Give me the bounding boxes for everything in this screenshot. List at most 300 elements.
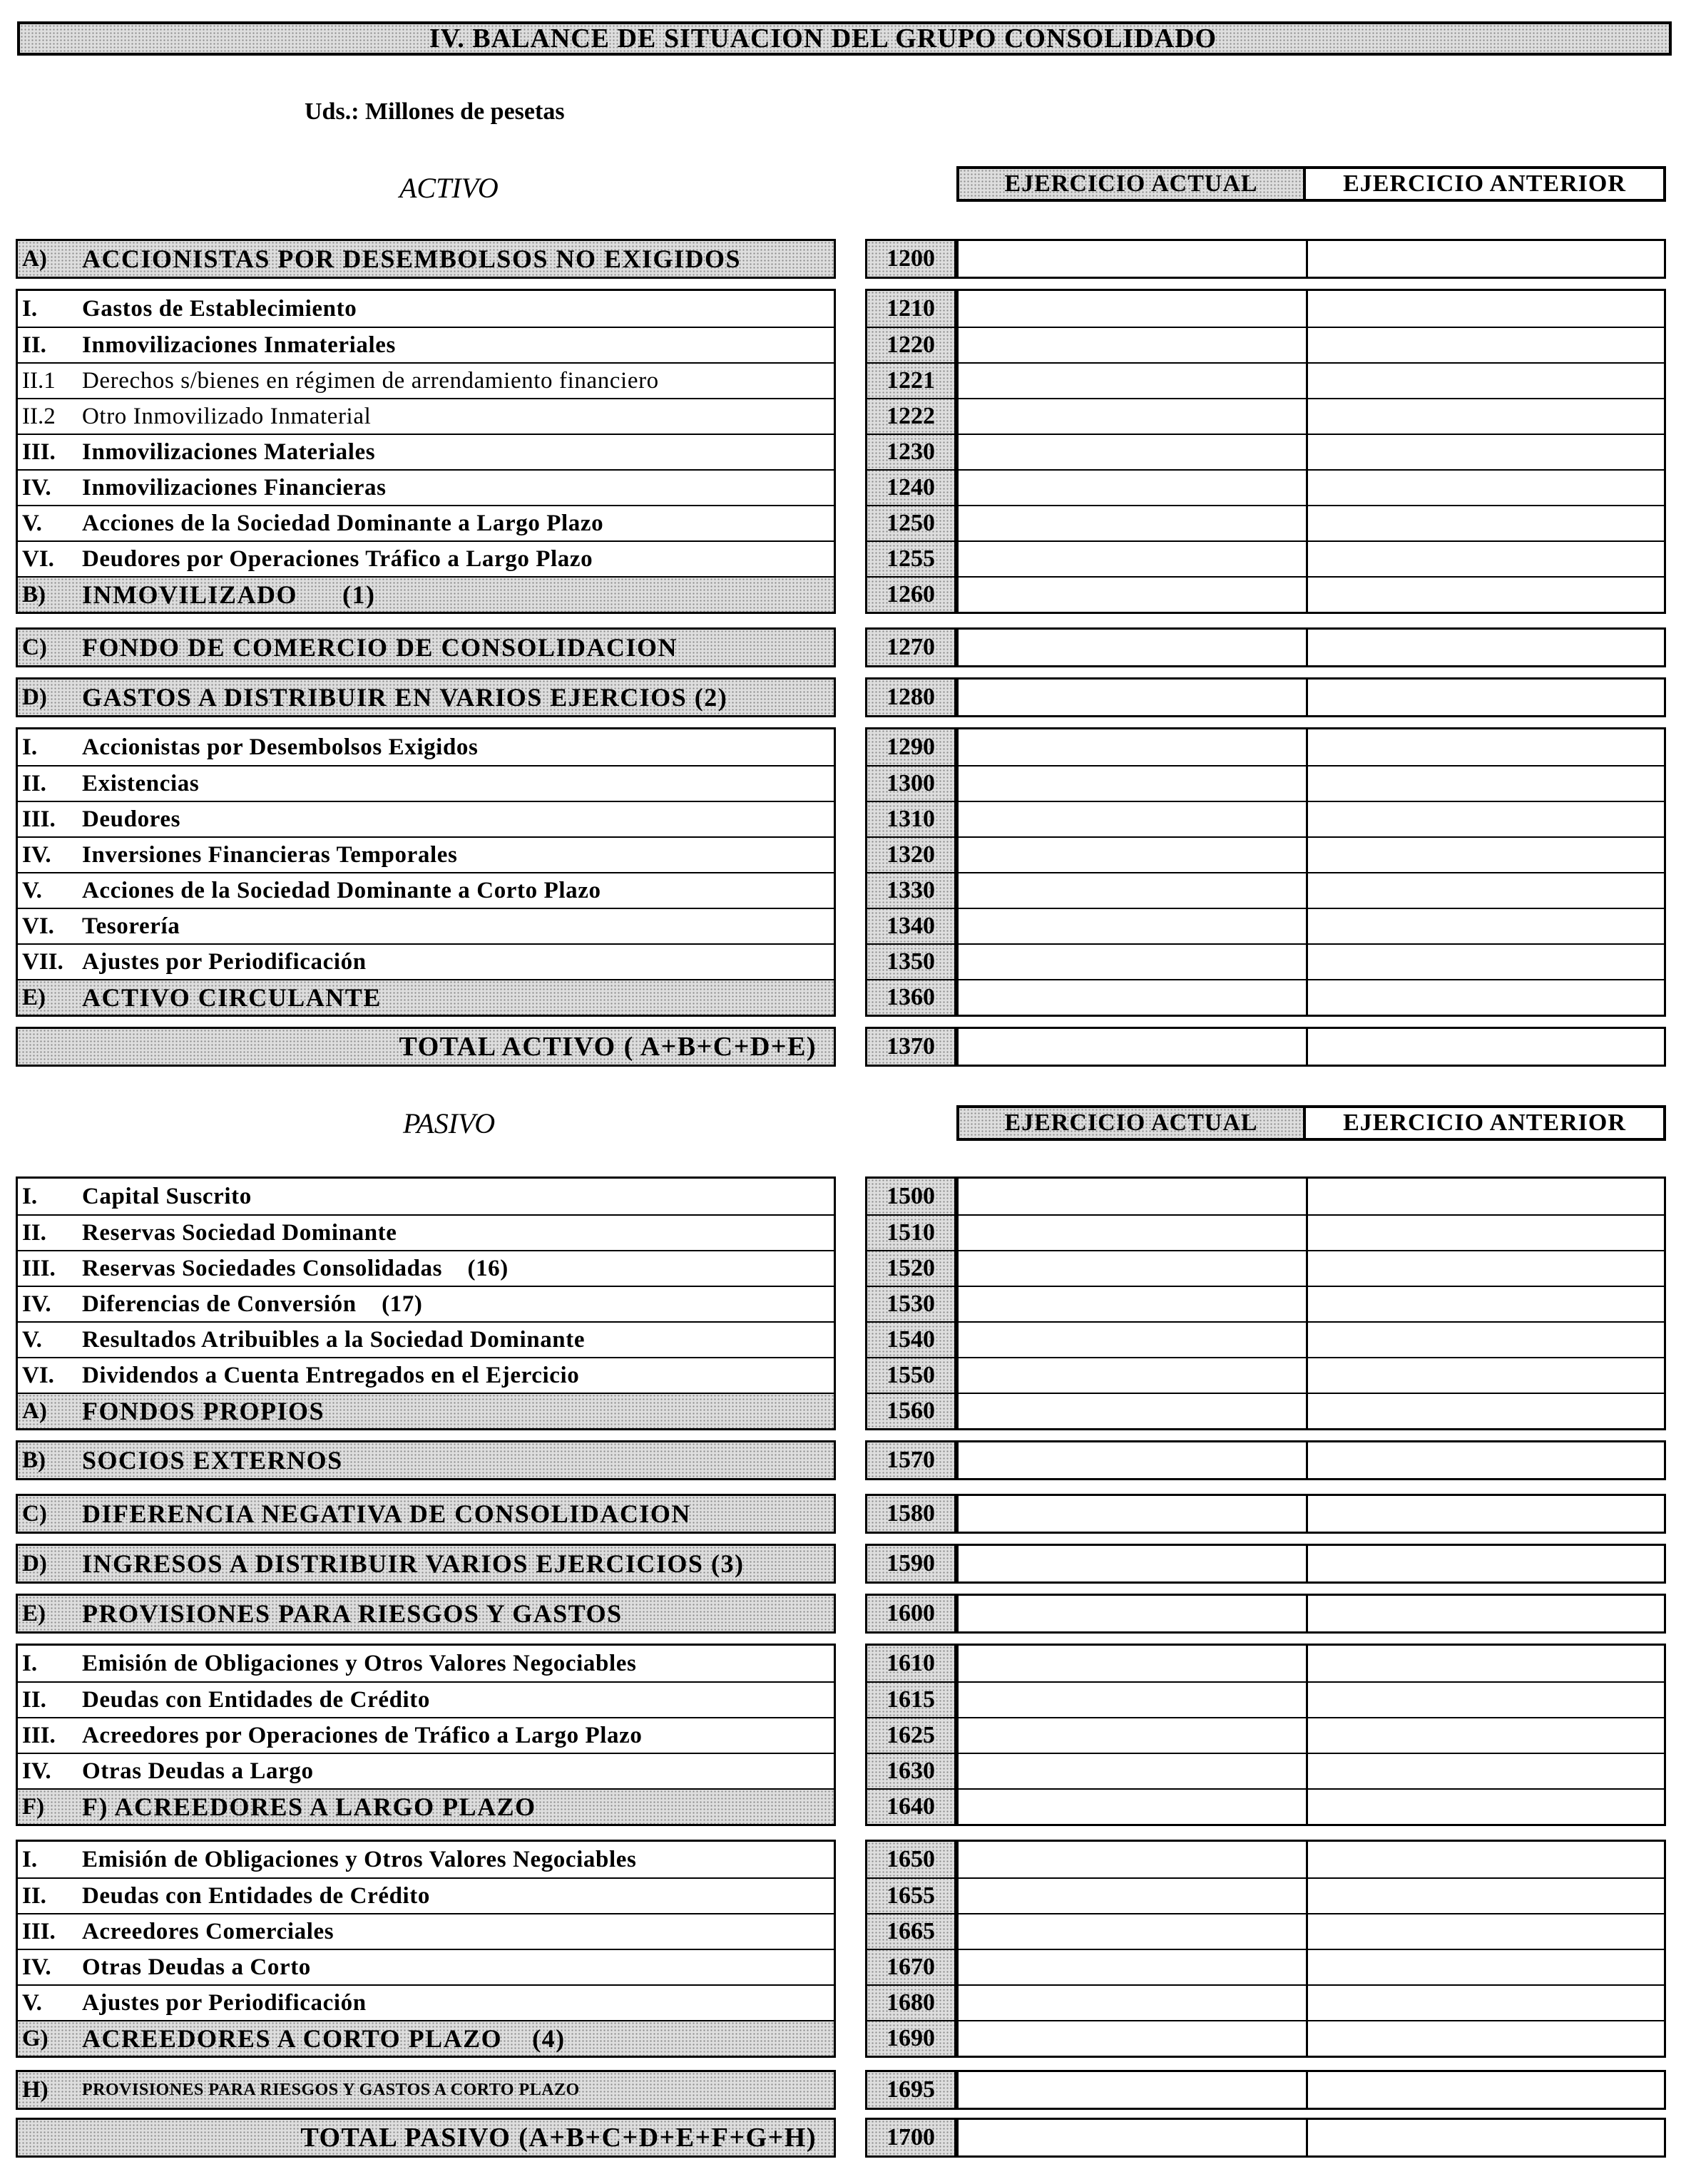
row-number: G): [22, 2025, 48, 2051]
previous-year-cell[interactable]: [1308, 1216, 1664, 1250]
value-row: [959, 908, 1664, 943]
value-row: [959, 1250, 1664, 1286]
value-row: [959, 1496, 1664, 1532]
activo-group-codes: [865, 1027, 956, 1067]
row-label: Emisión de Obligaciones y Otros Valores Negociables: [82, 1650, 637, 1676]
current-year-cell[interactable]: [959, 506, 1308, 540]
value-row: [959, 1357, 1664, 1393]
row-number: I.: [22, 1183, 38, 1209]
row-number: II.: [22, 332, 46, 358]
balance-row: [18, 872, 834, 908]
balance-row: [18, 1029, 834, 1065]
pasivo-col-current: EJERCICIO ACTUAL: [956, 1105, 1306, 1141]
row-code: 1615: [867, 1681, 954, 1717]
current-year-cell[interactable]: [959, 328, 1308, 362]
previous-year-cell[interactable]: [1308, 2120, 1664, 2155]
row-code: 1695: [887, 2076, 935, 2103]
current-year-cell[interactable]: [959, 1323, 1308, 1357]
row-number: C): [22, 634, 47, 660]
current-year-cell[interactable]: [959, 1287, 1308, 1321]
previous-year-cell[interactable]: [1308, 1950, 1664, 1984]
row-number: III.: [22, 1918, 56, 1944]
pasivo-group-values: [956, 1594, 1666, 1634]
value-row: [959, 1286, 1664, 1321]
row-label: F) ACREEDORES A LARGO PLAZO: [82, 1793, 536, 1821]
value-row: [959, 576, 1664, 612]
current-year-cell[interactable]: [959, 542, 1308, 576]
previous-year-cell[interactable]: [1308, 729, 1664, 765]
row-label: Inversiones Financieras Temporales: [82, 841, 458, 868]
current-year-cell[interactable]: [959, 980, 1308, 1015]
previous-year-cell[interactable]: [1308, 802, 1664, 836]
current-year-cell[interactable]: [959, 1718, 1308, 1753]
balance-row: [18, 1442, 834, 1478]
value-row: [959, 1753, 1664, 1788]
row-code: 1540: [867, 1321, 954, 1357]
current-year-cell[interactable]: [959, 767, 1308, 801]
pasivo-group-codes: [865, 2070, 956, 2110]
previous-year-cell[interactable]: [1308, 1546, 1664, 1581]
pasivo-group-labels: [16, 1544, 836, 1584]
previous-year-cell[interactable]: [1308, 630, 1664, 665]
row-code: 1500: [887, 1183, 935, 1209]
pasivo-heading: PASIVO: [403, 1107, 496, 1139]
balance-row: [18, 943, 834, 979]
activo-group-values: [956, 1027, 1666, 1067]
balance-row: [18, 1596, 834, 1631]
value-row: [959, 1442, 1664, 1478]
value-row: [959, 872, 1664, 908]
value-row: [959, 1214, 1664, 1250]
row-code: 1290: [887, 734, 935, 760]
balance-row: [18, 1546, 834, 1581]
row-code: 1670: [867, 1949, 954, 1984]
current-year-cell[interactable]: [959, 802, 1308, 836]
balance-row: [18, 241, 834, 277]
pasivo-group-codes: [865, 1176, 956, 1430]
value-row: [959, 1546, 1664, 1581]
current-year-cell[interactable]: [959, 1683, 1308, 1717]
pasivo-group-values: [956, 1644, 1666, 1826]
row-code: 1590: [887, 1550, 935, 1577]
value-row: [959, 836, 1664, 872]
row-label: Accionistas por Desembolsos Exigidos: [82, 734, 479, 760]
row-number: II.2: [22, 403, 56, 429]
previous-year-cell[interactable]: [1308, 542, 1664, 576]
balance-row: [18, 1842, 834, 1877]
row-code: 1640: [867, 1788, 954, 1824]
balance-row: [18, 2120, 834, 2155]
row-number: II.: [22, 1686, 46, 1713]
value-row: [959, 2072, 1664, 2108]
previous-year-cell[interactable]: [1308, 506, 1664, 540]
row-label: Capital Suscrito: [82, 1183, 252, 1209]
current-year-cell[interactable]: [959, 1496, 1308, 1532]
value-row: [959, 1646, 1664, 1681]
balance-row: [18, 2072, 834, 2108]
row-label: INGRESOS A DISTRIBUIR VARIOS EJERCICIOS (3): [82, 1549, 745, 1578]
value-row: [959, 729, 1664, 765]
row-code: 1280: [887, 684, 935, 710]
row-code: 1650: [887, 1846, 935, 1872]
row-code: 1700: [887, 2124, 935, 2150]
row-number: V.: [22, 1989, 42, 2016]
current-year-cell[interactable]: [959, 1179, 1308, 1214]
row-label: Deudas con Entidades de Crédito: [82, 1686, 430, 1713]
current-year-cell[interactable]: [959, 1251, 1308, 1286]
row-label: Ajustes por Periodificación: [82, 1989, 367, 2016]
previous-year-cell[interactable]: [1308, 945, 1664, 979]
value-row: [959, 1717, 1664, 1753]
previous-year-cell[interactable]: [1308, 241, 1664, 277]
current-year-cell[interactable]: [959, 1842, 1308, 1877]
previous-year-cell[interactable]: [1308, 1323, 1664, 1357]
current-year-cell[interactable]: [959, 838, 1308, 872]
pasivo-group-values: [956, 2118, 1666, 2158]
pasivo-group-labels: [16, 1440, 836, 1480]
previous-year-cell[interactable]: [1308, 767, 1664, 801]
previous-year-cell[interactable]: [1308, 578, 1664, 612]
row-code: 1600: [887, 1600, 935, 1626]
report-title-bar: [17, 21, 1672, 56]
previous-year-cell[interactable]: [1308, 1754, 1664, 1788]
row-code: 1260: [867, 576, 954, 612]
previous-year-cell[interactable]: [1308, 1646, 1664, 1681]
previous-year-cell[interactable]: [1308, 1842, 1664, 1877]
value-row: [959, 765, 1664, 801]
value-row: [959, 1877, 1664, 1913]
previous-year-cell[interactable]: [1308, 873, 1664, 908]
row-code: 1690: [867, 2020, 954, 2056]
current-year-cell[interactable]: [959, 873, 1308, 908]
row-code: 1200: [887, 245, 935, 272]
balance-row: [18, 469, 834, 505]
row-code: 1560: [867, 1393, 954, 1428]
balance-row: [18, 1214, 834, 1250]
balance-row: [18, 291, 834, 327]
row-label: Gastos de Establecimiento: [82, 295, 357, 322]
balance-row: [18, 1393, 834, 1428]
current-year-cell[interactable]: [959, 2021, 1308, 2056]
balance-row: [18, 836, 834, 872]
row-number: H): [22, 2076, 48, 2103]
value-row: [959, 241, 1664, 277]
row-label: Deudores por Operaciones Tráfico a Largo Plazo: [82, 545, 593, 572]
row-code: 1360: [867, 979, 954, 1015]
row-code: 1510: [867, 1214, 954, 1250]
activo-group-codes: [865, 289, 956, 614]
previous-year-cell[interactable]: [1308, 291, 1664, 327]
previous-year-cell[interactable]: [1308, 2072, 1664, 2108]
pasivo-group-codes: [865, 1544, 956, 1584]
row-code: 1370: [887, 1033, 935, 1060]
pasivo-group-labels: [16, 1644, 836, 1826]
previous-year-cell[interactable]: [1308, 399, 1664, 434]
row-number: C): [22, 1500, 47, 1527]
activo-heading: ACTIVO: [399, 172, 499, 204]
previous-year-cell[interactable]: [1308, 1179, 1664, 1214]
previous-year-cell[interactable]: [1308, 1986, 1664, 2020]
current-year-cell[interactable]: [959, 2072, 1308, 2108]
row-label: ACCIONISTAS POR DESEMBOLSOS NO EXIGIDOS: [82, 245, 742, 273]
row-label: Deudores: [82, 806, 181, 832]
current-year-cell[interactable]: [959, 945, 1308, 979]
current-year-cell[interactable]: [959, 291, 1308, 327]
row-label: Acreedores Comerciales: [82, 1918, 334, 1944]
value-row: [959, 1681, 1664, 1717]
previous-year-cell[interactable]: [1308, 980, 1664, 1015]
previous-year-cell[interactable]: [1308, 909, 1664, 943]
previous-year-cell[interactable]: [1308, 471, 1664, 505]
current-year-cell[interactable]: [959, 1394, 1308, 1428]
row-number: E): [22, 984, 46, 1010]
activo-group-codes: [865, 239, 956, 279]
previous-year-cell[interactable]: [1308, 1442, 1664, 1478]
row-label: Inmovilizaciones Inmateriales: [82, 332, 396, 358]
row-label: Emisión de Obligaciones y Otros Valores Negociables: [82, 1846, 637, 1872]
row-number: II.: [22, 770, 46, 796]
value-row: [959, 469, 1664, 505]
row-code: 1300: [867, 765, 954, 801]
row-number: II.: [22, 1219, 46, 1246]
current-year-cell[interactable]: [959, 1358, 1308, 1393]
row-number: V.: [22, 1326, 42, 1353]
value-row: [959, 327, 1664, 362]
current-year-cell[interactable]: [959, 1986, 1308, 2020]
current-year-cell[interactable]: [959, 1879, 1308, 1913]
pasivo-group-codes: [865, 1594, 956, 1634]
value-row: [959, 1029, 1664, 1065]
row-number: V.: [22, 877, 42, 903]
activo-group-values: [956, 239, 1666, 279]
row-code: 1625: [867, 1717, 954, 1753]
row-code: 1550: [867, 1357, 954, 1393]
activo-group-labels: [16, 289, 836, 614]
row-code: 1340: [867, 908, 954, 943]
row-code: 1210: [887, 295, 935, 322]
balance-row: [18, 1788, 834, 1824]
previous-year-cell[interactable]: [1308, 364, 1664, 398]
row-label: Inmovilizaciones Materiales: [82, 439, 376, 465]
row-code: 1520: [867, 1250, 954, 1286]
value-row: [959, 2120, 1664, 2155]
row-number: VII.: [22, 948, 63, 975]
balance-row: [18, 630, 834, 665]
current-year-cell[interactable]: [959, 241, 1308, 277]
row-number: IV.: [22, 474, 51, 501]
row-label: Acreedores por Operaciones de Tráfico a Largo Plazo: [82, 1722, 643, 1748]
pasivo-group-values: [956, 1440, 1666, 1480]
previous-year-cell[interactable]: [1308, 1683, 1664, 1717]
current-year-cell[interactable]: [959, 1546, 1308, 1581]
pasivo-group-codes: [865, 1494, 956, 1534]
value-row: [959, 398, 1664, 434]
report-title: IV. BALANCE DE SITUACION DEL GRUPO CONSOLIDADO: [429, 24, 1217, 53]
current-year-cell[interactable]: [959, 1596, 1308, 1631]
pasivo-group-codes: [865, 2118, 956, 2158]
pasivo-group-values: [956, 1544, 1666, 1584]
pasivo-group-values: [956, 1176, 1666, 1430]
pasivo-group-values: [956, 2070, 1666, 2110]
activo-group-labels: [16, 239, 836, 279]
row-code: 1320: [867, 836, 954, 872]
value-row: [959, 1393, 1664, 1428]
previous-year-cell[interactable]: [1308, 1496, 1664, 1532]
previous-year-cell[interactable]: [1308, 1718, 1664, 1753]
previous-year-cell[interactable]: [1308, 680, 1664, 715]
value-row: [959, 434, 1664, 469]
balance-row: [18, 327, 834, 362]
row-code: 1220: [867, 327, 954, 362]
row-number: E): [22, 1600, 46, 1626]
row-number: III.: [22, 439, 56, 465]
activo-group-values: [956, 627, 1666, 667]
row-number: A): [22, 245, 47, 272]
row-label: Derechos s/bienes en régimen de arrendamiento financiero: [82, 367, 659, 394]
row-code: 1221: [867, 362, 954, 398]
previous-year-cell[interactable]: [1308, 328, 1664, 362]
row-label: Otro Inmovilizado Inmaterial: [82, 403, 372, 429]
row-code: 1350: [867, 943, 954, 979]
activo-group-labels: [16, 1027, 836, 1067]
previous-year-cell[interactable]: [1308, 1790, 1664, 1824]
pasivo-group-codes: [865, 1840, 956, 2058]
balance-row: [18, 362, 834, 398]
row-code: 1610: [887, 1650, 935, 1676]
value-row: [959, 1913, 1664, 1949]
current-year-cell[interactable]: [959, 909, 1308, 943]
balance-row: [18, 1286, 834, 1321]
previous-year-cell[interactable]: [1308, 1914, 1664, 1949]
pasivo-group-values: [956, 1840, 1666, 2058]
row-number: II.1: [22, 367, 56, 394]
pasivo-group-labels: [16, 1840, 836, 2058]
row-code: 1255: [867, 540, 954, 576]
current-year-cell[interactable]: [959, 2120, 1308, 2155]
pasivo-group-labels: [16, 1494, 836, 1534]
row-label: DIFERENCIA NEGATIVA DE CONSOLIDACION: [82, 1499, 691, 1528]
current-year-cell[interactable]: [959, 1790, 1308, 1824]
current-year-cell[interactable]: [959, 1029, 1308, 1065]
row-number: IV.: [22, 1954, 51, 1980]
row-number: F): [22, 1793, 45, 1820]
value-row: [959, 1949, 1664, 1984]
row-code: 1680: [867, 1984, 954, 2020]
row-label: Existencias: [82, 770, 200, 796]
previous-year-cell[interactable]: [1308, 1287, 1664, 1321]
row-label: FONDO DE COMERCIO DE CONSOLIDACION: [82, 633, 678, 662]
row-label: Dividendos a Cuenta Entregados en el Ejercicio: [82, 1362, 580, 1388]
balance-row: [18, 801, 834, 836]
balance-row: [18, 1357, 834, 1393]
row-number: I.: [22, 1846, 38, 1872]
current-year-cell[interactable]: [959, 1914, 1308, 1949]
previous-year-cell[interactable]: [1308, 1358, 1664, 1393]
row-number: II.: [22, 1882, 46, 1909]
row-code: 1240: [867, 469, 954, 505]
balance-row: [18, 1646, 834, 1681]
row-label: Tesorería: [82, 913, 180, 939]
row-label: Acciones de la Sociedad Dominante a Corto Plazo: [82, 877, 601, 903]
row-code: 1230: [867, 434, 954, 469]
balance-row: [18, 908, 834, 943]
activo-group-labels: [16, 677, 836, 717]
row-code: 1570: [887, 1447, 935, 1473]
activo-group-values: [956, 289, 1666, 614]
balance-row: [18, 540, 834, 576]
value-row: [959, 1984, 1664, 2020]
row-number: V.: [22, 510, 42, 536]
row-label: Resultados Atribuibles a la Sociedad Dominante: [82, 1326, 586, 1353]
row-label: Ajustes por Periodificación: [82, 948, 367, 975]
value-row: [959, 505, 1664, 540]
previous-year-cell[interactable]: [1308, 435, 1664, 469]
previous-year-cell[interactable]: [1308, 838, 1664, 872]
pasivo-group-labels: [16, 1594, 836, 1634]
current-year-cell[interactable]: [959, 729, 1308, 765]
balance-row: [18, 505, 834, 540]
current-year-cell[interactable]: [959, 1442, 1308, 1478]
row-label: TOTAL ACTIVO ( A+B+C+D+E): [399, 1032, 817, 1062]
current-year-cell[interactable]: [959, 630, 1308, 665]
balance-row: [18, 1753, 834, 1788]
activo-col-current: EJERCICIO ACTUAL: [956, 166, 1306, 202]
current-year-cell[interactable]: [959, 1754, 1308, 1788]
activo-group-values: [956, 677, 1666, 717]
current-year-cell[interactable]: [959, 471, 1308, 505]
previous-year-cell[interactable]: [1308, 1394, 1664, 1428]
value-row: [959, 801, 1664, 836]
balance-row: [18, 1913, 834, 1949]
row-label: Reservas Sociedad Dominante: [82, 1219, 397, 1246]
balance-row: [18, 979, 834, 1015]
balance-row: [18, 1179, 834, 1214]
row-label: PROVISIONES PARA RIESGOS Y GASTOS: [82, 1599, 623, 1628]
balance-row: [18, 1877, 834, 1913]
row-label: Deudas con Entidades de Crédito: [82, 1882, 430, 1909]
row-number: D): [22, 1550, 47, 1577]
row-number: III.: [22, 1722, 56, 1748]
current-year-cell[interactable]: [959, 1646, 1308, 1681]
row-code: 1310: [867, 801, 954, 836]
previous-year-cell[interactable]: [1308, 1879, 1664, 1913]
row-label: ACTIVO CIRCULANTE: [82, 983, 382, 1012]
current-year-cell[interactable]: [959, 680, 1308, 715]
previous-year-cell[interactable]: [1308, 1596, 1664, 1631]
current-year-cell[interactable]: [959, 578, 1308, 612]
previous-year-cell[interactable]: [1308, 1029, 1664, 1065]
balance-row: [18, 729, 834, 765]
pasivo-col-previous: EJERCICIO ANTERIOR: [1306, 1105, 1666, 1141]
value-row: [959, 291, 1664, 327]
activo-group-codes: [865, 727, 956, 1017]
row-label: ACREEDORES A CORTO PLAZO (4): [82, 2024, 566, 2053]
current-year-cell[interactable]: [959, 435, 1308, 469]
row-label: Acciones de la Sociedad Dominante a Largo Plazo: [82, 510, 604, 536]
row-code: 1222: [867, 398, 954, 434]
previous-year-cell[interactable]: [1308, 2021, 1664, 2056]
previous-year-cell[interactable]: [1308, 1251, 1664, 1286]
value-row: [959, 1179, 1664, 1214]
current-year-cell[interactable]: [959, 399, 1308, 434]
current-year-cell[interactable]: [959, 1950, 1308, 1984]
row-code: 1270: [887, 634, 935, 660]
activo-group-values: [956, 727, 1666, 1017]
current-year-cell[interactable]: [959, 1216, 1308, 1250]
current-year-cell[interactable]: [959, 364, 1308, 398]
row-code: 1530: [867, 1286, 954, 1321]
balance-row: [18, 1949, 834, 1984]
